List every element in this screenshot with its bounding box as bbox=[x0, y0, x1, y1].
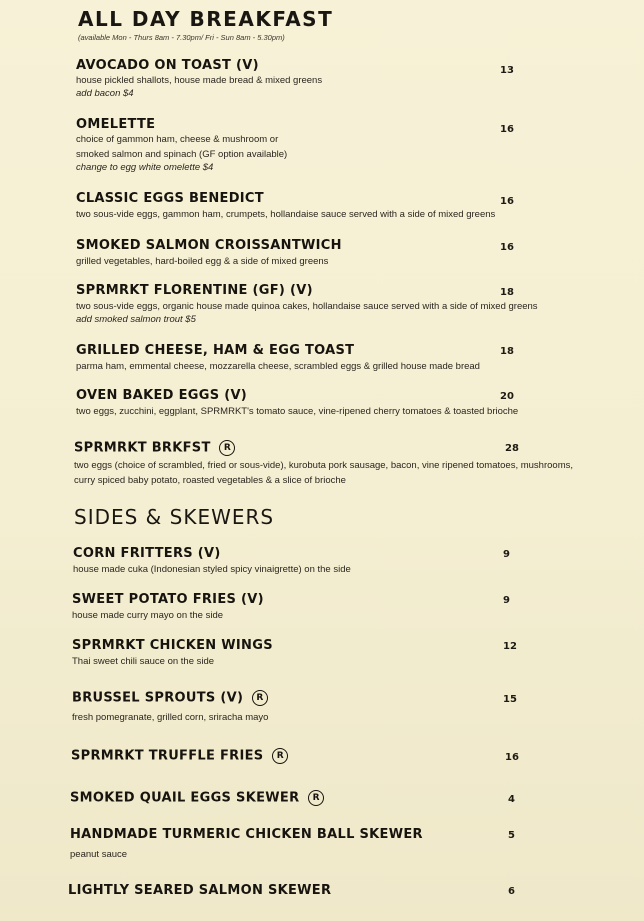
item-name: GRILLED CHEESE, HAM & EGG TOAST bbox=[76, 343, 355, 358]
item-price: 28 bbox=[505, 443, 519, 454]
item-description: house made cuka (Indonesian styled spicy vinaigrette) on the side bbox=[73, 564, 351, 575]
item-price: 6 bbox=[508, 886, 515, 897]
item-name: AVOCADO ON TOAST (V) bbox=[76, 58, 259, 73]
item-description: smoked salmon and spinach (GF option available) bbox=[76, 149, 288, 160]
item-description: house made curry mayo on the side bbox=[72, 610, 224, 621]
item-addon: change to egg white omelette $4 bbox=[76, 162, 214, 173]
item-description: peanut sauce bbox=[70, 849, 128, 860]
breakfast-hours: (available Mon - Thurs 8am - 7.30pm/ Fri - Sun 8am - 5.30pm) bbox=[78, 33, 285, 42]
recommended-mark-icon: R bbox=[272, 748, 288, 764]
item-name: SPRMRKT TRUFFLE FRIES bbox=[71, 748, 264, 764]
item-name: OVEN BAKED EGGS (V) bbox=[76, 388, 248, 403]
item-name-row bbox=[70, 790, 324, 806]
item-name: CORN FRITTERS (V) bbox=[73, 546, 221, 561]
item-description: grilled vegetables, hard-boiled egg & a side of mixed greens bbox=[76, 256, 329, 267]
item-price: 5 bbox=[508, 830, 515, 841]
item-addon: add bacon $4 bbox=[76, 88, 134, 99]
item-price: 20 bbox=[500, 391, 514, 402]
item-price: 16 bbox=[500, 196, 514, 207]
item-price: 18 bbox=[500, 346, 514, 357]
item-description: parma ham, emmental cheese, mozzarella cheese, scrambled eggs & grilled house made bread bbox=[76, 361, 480, 372]
item-name-row bbox=[71, 748, 288, 764]
breakfast-section-title: ALL DAY BREAKFAST bbox=[78, 7, 334, 31]
item-description: Thai sweet chili sauce on the side bbox=[72, 656, 215, 667]
item-description: house pickled shallots, house made bread & mixed greens bbox=[76, 75, 323, 86]
item-description: two eggs (choice of scrambled, fried or sous-vide), kurobuta pork sausage, bacon, vine ripened tomatoes, mushrooms, bbox=[74, 460, 574, 471]
item-name: SPRMRKT FLORENTINE (GF) (V) bbox=[76, 283, 313, 298]
item-price: 16 bbox=[500, 242, 514, 253]
recommended-mark-icon: R bbox=[252, 690, 268, 706]
item-name: SMOKED SALMON CROISSANTWICH bbox=[76, 238, 342, 253]
item-price: 9 bbox=[503, 595, 510, 606]
item-name: HANDMADE TURMERIC CHICKEN BALL SKEWER bbox=[70, 827, 423, 842]
item-price: 15 bbox=[503, 694, 517, 705]
item-name: BRUSSEL SPROUTS (V) bbox=[72, 690, 244, 706]
item-name-row bbox=[74, 440, 235, 456]
item-price: 9 bbox=[503, 549, 510, 560]
item-name-row bbox=[72, 690, 268, 706]
item-name: SWEET POTATO FRIES (V) bbox=[72, 592, 264, 607]
item-name: OMELETTE bbox=[76, 117, 156, 132]
item-name: LIGHTLY SEARED SALMON SKEWER bbox=[68, 883, 332, 898]
sides-section-title: SIDES & SKEWERS bbox=[74, 505, 275, 529]
item-price: 12 bbox=[503, 641, 517, 652]
item-addon: add smoked salmon trout $5 bbox=[76, 314, 196, 325]
recommended-mark-icon: R bbox=[308, 790, 324, 806]
item-description: two sous-vide eggs, gammon ham, crumpets, hollandaise sauce served with a side of mixed greens bbox=[76, 209, 496, 220]
item-name: SMOKED QUAIL EGGS SKEWER bbox=[70, 790, 300, 806]
item-description: choice of gammon ham, cheese & mushroom or bbox=[76, 134, 279, 145]
item-description: two eggs, zucchini, eggplant, SPRMRKT's tomato sauce, vine-ripened cherry tomatoes & toasted brioche bbox=[76, 406, 519, 417]
item-price: 16 bbox=[500, 124, 514, 135]
item-price: 4 bbox=[508, 794, 515, 805]
item-description: two sous-vide eggs, organic house made quinoa cakes, hollandaise sauce served with a side of mixed greens bbox=[76, 301, 538, 312]
item-price: 18 bbox=[500, 287, 514, 298]
recommended-mark-icon: R bbox=[219, 440, 235, 456]
item-name: CLASSIC EGGS BENEDICT bbox=[76, 191, 264, 206]
item-price: 13 bbox=[500, 65, 514, 76]
item-price: 16 bbox=[505, 752, 519, 763]
item-description: fresh pomegranate, grilled corn, sriracha mayo bbox=[72, 712, 269, 723]
item-description: curry spiced baby potato, roasted vegetables & a slice of brioche bbox=[74, 475, 346, 486]
item-name: SPRMRKT CHICKEN WINGS bbox=[72, 638, 273, 653]
item-name: SPRMRKT BRKFST bbox=[74, 440, 211, 456]
